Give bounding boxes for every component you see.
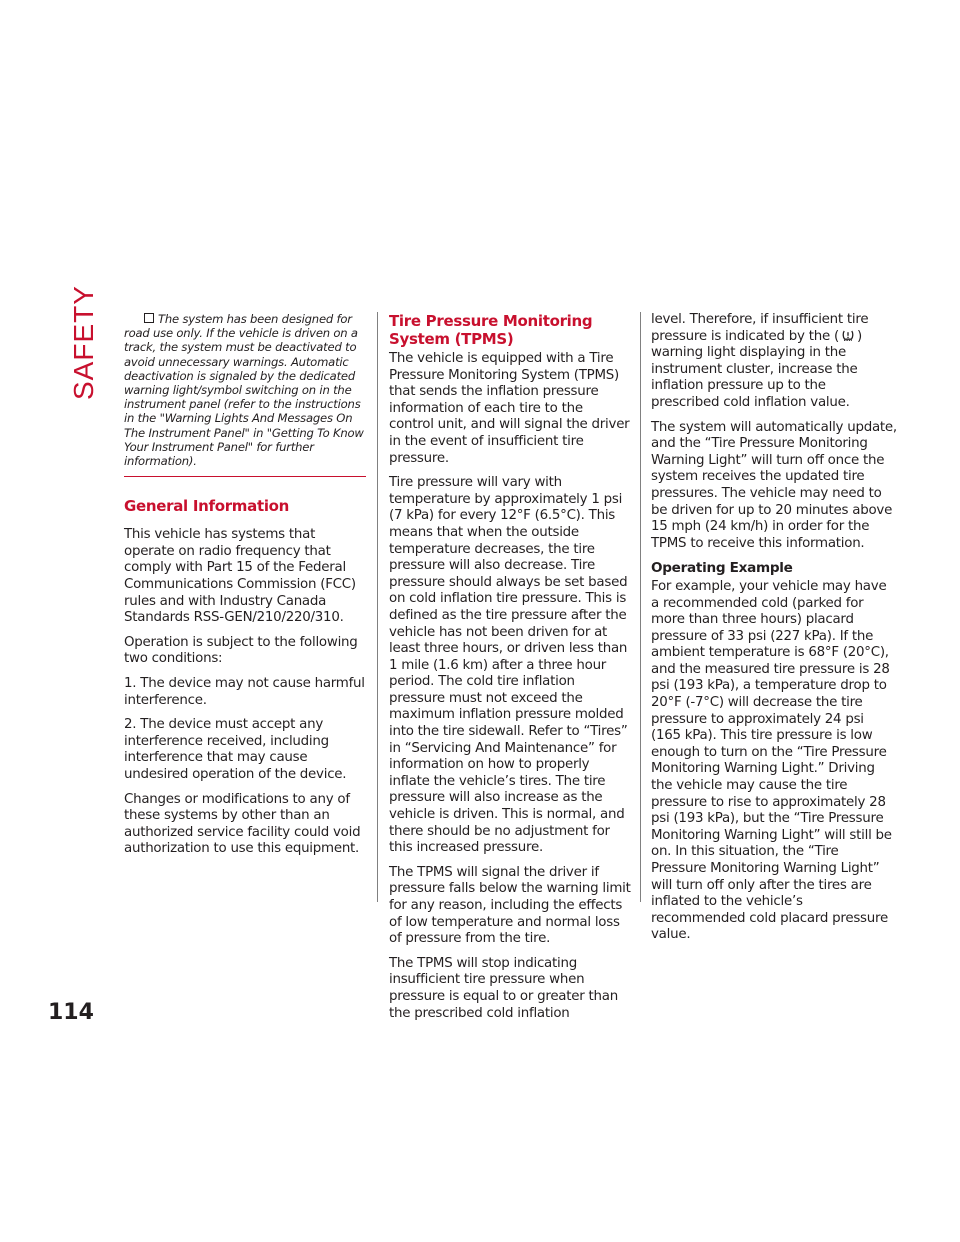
paragraph: The TPMS will stop indicating insufficient tire pressure when pressure is equal to or greater than the prescribed cold inflation — [389, 955, 618, 1021]
paragraph: The vehicle is equipped with a Tire Pressure Monitoring System (TPMS) that sends the inflation pressure information of each tire to the control unit, and will signal the driver in the event of insufficient tire pressure. — [389, 351, 630, 466]
list-item: 2. The device must accept any interference received, including interference that may cause undesired operation of the device. — [124, 717, 347, 782]
list-item: 1. The device may not cause harmful interference. — [124, 675, 365, 708]
paragraph: Operation is subject to the following two conditions: — [124, 634, 358, 667]
note-bullet-icon — [144, 313, 154, 323]
column-left — [124, 312, 366, 866]
column-divider — [377, 312, 378, 902]
paragraph: Changes or modifications to any of these systems by other than an authorized service facility could void authorization to use this equipment. — [124, 791, 361, 857]
operating-example-heading: Operating Example — [651, 560, 793, 577]
column-divider — [640, 312, 641, 902]
tpms-heading: Tire Pressure Monitoring System (TPMS) — [389, 312, 593, 348]
paragraph: Tire pressure will vary with temperature by approximately 1 psi (7 kPa) for every 12°F (6.5°C). This means that when the outside temperature decreases, the tire pressure will also decrease. Tire pressure should always be set based on cold inflation tire pressure. This is defined as the tire pressure after the vehicle has not been driven for at least three hours, or driven less than 1 mile (1.6 km) after a three hour period. The cold tire inflation pressure must not exceed the maximum inflation pressure molded into the tire sidewall. Refer to “Tires” in “Servicing And Maintenance” for information on how to properly inflate the vehicle’s tires. The tire pressure will also increase as the vehicle is driven. This is normal, and there should be no adjustment for this increased pressure. — [389, 475, 628, 856]
note-text: The system has been designed for road use only. If the vehicle is driven on a track, the system must be deactivated to avoid unnecessary warnings. Automatic deactivation is signaled by the dedicated warning light/symbol switching on in the instrument panel (refer to the instructions in the "Warning Lights And Messages On The Instrument Panel" in "Getting To Know Your Instrument Panel" for further information). — [124, 312, 364, 469]
page-number: 114 — [48, 1000, 94, 1025]
paragraph: The system will automatically update, and the “Tire Pressure Monitoring Warning Light” will turn off once the system receives the updated tire pressures. The vehicle may need to be driven for up to 20 minutes above 15 mph (24 km/h) in order for the TPMS to receive this information. — [651, 419, 897, 551]
paragraph: This vehicle has systems that operate on radio frequency that comply with Part 15 of the Federal Communications Commission (FCC) rules and with Industry Canada Standards RSS-GEN/210/220/310. — [124, 527, 356, 626]
tire-pressure-warning-icon — [842, 330, 854, 341]
column-middle — [389, 312, 631, 1030]
note-box — [124, 312, 366, 477]
paragraph: For example, your vehicle may have a recommended cold (parked for more than three hours) placard pressure of 33 psi (227 kPa). If the ambient temperature is 68°F (20°C), and the measured tire pressure is 28 psi (193 kPa), a temperature drop to 20°F (-7°C) will decrease the tire pressure to approximately 24 psi (165 kPa). This tire pressure is low enough to turn on the “Tire Pressure Monitoring Warning Light.” Driving the vehicle may cause the tire pressure to rise to approximately 28 psi (193 kPa), but the “Tire Pressure Monitoring Warning Light” will still be on. In this situation, the “Tire Pressure Monitoring Warning Light” will turn off only after the tires are inflated to the vehicle’s recommended cold placard pressure value. — [651, 578, 892, 943]
paragraph-text: level. Therefore, if insufficient tire pressure is indicated by the ( — [651, 312, 869, 344]
general-information-heading: General Information — [124, 497, 290, 516]
paragraph-with-icon — [651, 312, 897, 412]
paragraph-text: ) warning light displaying in the instrument cluster, increase the inflation pressure up to the prescribed cold inflation value. — [651, 328, 862, 410]
section-tab: SAFETY — [68, 285, 99, 400]
paragraph: The TPMS will signal the driver if pressure falls below the warning limit for any reason, including the effects of low temperature and normal loss of pressure from the tire. — [389, 864, 631, 947]
column-right — [651, 312, 897, 952]
